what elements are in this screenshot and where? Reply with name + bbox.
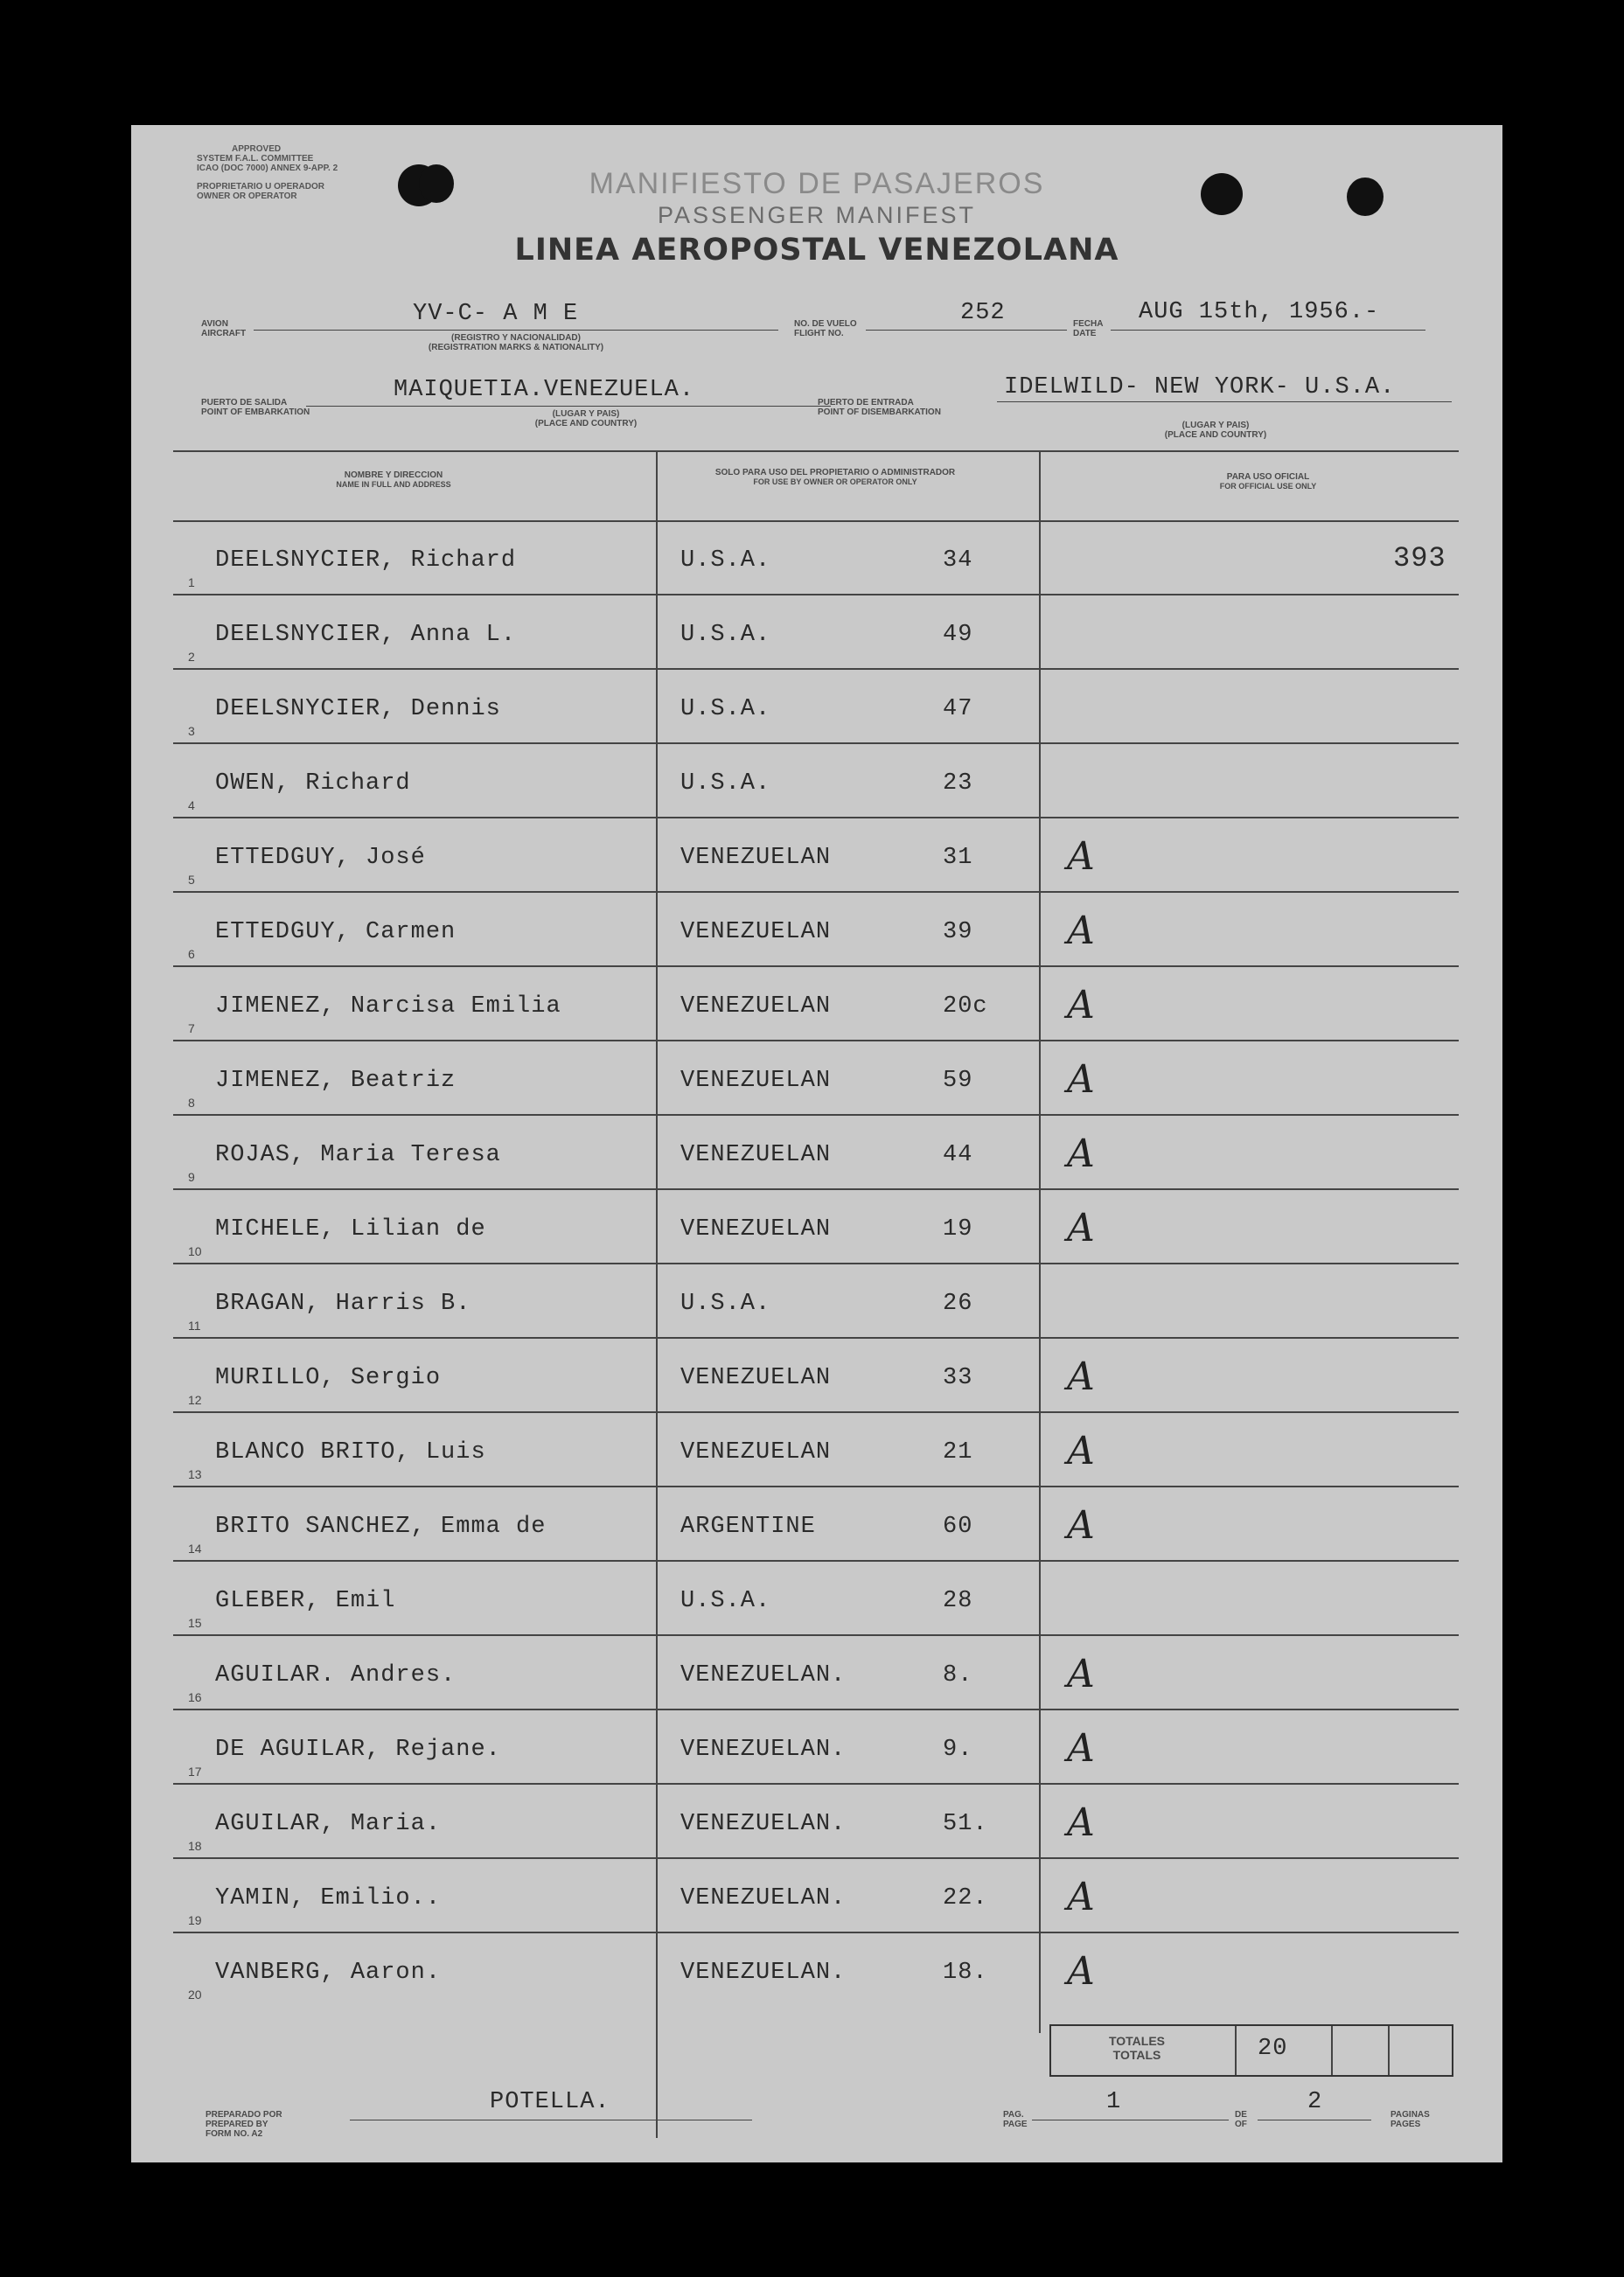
passenger-nationality: U.S.A. xyxy=(680,770,771,797)
col-owner-header: SOLO PARA USO DEL PROPIETARIO O ADMINISTRADOR FOR USE BY OWNER OR OPERATOR ONLY xyxy=(714,468,956,486)
row-number: 2 xyxy=(188,650,195,664)
row-number: 12 xyxy=(188,1393,202,1407)
passenger-nationality: VENEZUELAN xyxy=(680,1216,832,1243)
pages-label: PAGINAS PAGES xyxy=(1391,2110,1430,2129)
page-label: PAG. PAGE xyxy=(1003,2110,1028,2129)
official-mark: A xyxy=(1067,1206,1095,1250)
passenger-name: JIMENEZ, Beatriz xyxy=(215,1068,457,1094)
table-row xyxy=(131,1115,1502,1189)
passenger-nationality: U.S.A. xyxy=(680,1291,771,1317)
row-number: 1 xyxy=(188,575,195,589)
passenger-age: 60 xyxy=(943,1514,973,1540)
official-mark: A xyxy=(1067,1354,1095,1399)
table-row xyxy=(131,743,1502,818)
embark-value: MAIQUETIA.VENEZUELA. xyxy=(394,377,695,403)
row-number: 16 xyxy=(188,1690,202,1704)
passenger-age: 18. xyxy=(943,1960,988,1986)
passenger-nationality: VENEZUELAN. xyxy=(680,1885,847,1911)
col-name-header: NOMBRE Y DIRECCION NAME IN FULL AND ADDRESS xyxy=(336,470,451,489)
table-row xyxy=(131,1338,1502,1412)
committee-text: SYSTEM F.A.L. COMMITTEE xyxy=(197,154,314,164)
disembark-value: IDELWILD- NEW YORK- U.S.A. xyxy=(1004,374,1396,400)
aircraft-label: AVION AIRCRAFT xyxy=(201,319,247,338)
col-official-header: PARA USO OFICIAL FOR OFFICIAL USE ONLY xyxy=(1219,472,1317,491)
passenger-nationality: U.S.A. xyxy=(680,622,771,648)
passenger-age: 31 xyxy=(943,845,973,871)
table-row xyxy=(131,966,1502,1041)
owner-label-en: OWNER OR OPERATOR xyxy=(197,191,297,201)
row-number: 4 xyxy=(188,798,195,812)
passenger-name: BRITO SANCHEZ, Emma de xyxy=(215,1514,547,1540)
passenger-nationality: VENEZUELAN xyxy=(680,1439,832,1466)
row-number: 18 xyxy=(188,1839,202,1853)
official-mark: A xyxy=(1067,909,1095,953)
embark-label: PUERTO DE SALIDA POINT OF EMBARKATION xyxy=(201,398,310,417)
passenger-name: JIMENEZ, Narcisa Emilia xyxy=(215,993,561,1020)
row-number: 5 xyxy=(188,873,195,887)
official-mark: A xyxy=(1067,1652,1095,1696)
official-mark: A xyxy=(1067,1057,1095,1102)
date-underline xyxy=(1111,330,1425,331)
embark-underline xyxy=(306,406,831,407)
date-value: AUG 15th, 1956.- xyxy=(1139,299,1380,325)
row-number: 9 xyxy=(188,1170,195,1184)
airline-name: LINEA AEROPOSTAL VENEZOLANA xyxy=(514,233,1119,268)
table-row xyxy=(131,595,1502,669)
passenger-age: 49 xyxy=(943,622,973,648)
totals-value: 20 xyxy=(1258,2036,1288,2062)
prepared-label: PREPARADO POR PREPARED BY FORM NO. A2 xyxy=(206,2110,282,2139)
page-title-en: PASSENGER MANIFEST xyxy=(657,202,977,228)
aircraft-value: YV-C- A M E xyxy=(413,301,579,327)
official-mark: A xyxy=(1067,834,1095,879)
row-number: 17 xyxy=(188,1765,202,1779)
aircraft-underline xyxy=(254,330,778,331)
passenger-nationality: VENEZUELAN xyxy=(680,993,832,1020)
official-number: 393 xyxy=(1393,542,1446,574)
passenger-name: BLANCO BRITO, Luis xyxy=(215,1439,486,1466)
passenger-age: 19 xyxy=(943,1216,973,1243)
passenger-age: 33 xyxy=(943,1365,973,1391)
passenger-age: 26 xyxy=(943,1291,973,1317)
passenger-nationality: VENEZUELAN xyxy=(680,919,832,945)
passenger-nationality: VENEZUELAN. xyxy=(680,1662,847,1689)
row-number: 10 xyxy=(188,1244,202,1258)
passenger-name: AGUILAR. Andres. xyxy=(215,1662,457,1689)
flight-label: NO. DE VUELO FLIGHT NO. xyxy=(794,319,857,338)
table-row xyxy=(131,1487,1502,1561)
page-title-es: MANIFIESTO DE PASAJEROS xyxy=(589,167,1045,200)
row-number: 13 xyxy=(188,1467,202,1481)
of-value: 2 xyxy=(1307,2089,1323,2115)
row-number: 19 xyxy=(188,1913,202,1927)
approved-text: APPROVED xyxy=(232,144,282,154)
passenger-nationality: VENEZUELAN. xyxy=(680,1811,847,1837)
table-row xyxy=(131,1635,1502,1709)
registration-caption: (REGISTRO Y NACIONALIDAD) (REGISTRATION MARKS & NATIONALITY) xyxy=(428,333,604,352)
official-mark: A xyxy=(1067,1875,1095,1919)
row-number: 8 xyxy=(188,1096,195,1110)
official-mark: A xyxy=(1067,983,1095,1027)
flight-underline xyxy=(866,330,1067,331)
official-mark: A xyxy=(1067,1726,1095,1771)
passenger-nationality: VENEZUELAN. xyxy=(680,1960,847,1986)
passenger-name: BRAGAN, Harris B. xyxy=(215,1291,471,1317)
table-top-border xyxy=(173,450,1459,452)
disembark-label: PUERTO DE ENTRADA POINT OF DISEMBARKATION xyxy=(818,398,941,417)
passenger-name: ETTEDGUY, José xyxy=(215,845,426,871)
passenger-nationality: ARGENTINE xyxy=(680,1514,816,1540)
passenger-name: GLEBER, Emil xyxy=(215,1588,396,1614)
of-label: DE OF xyxy=(1235,2110,1247,2129)
passenger-age: 39 xyxy=(943,919,973,945)
table-row xyxy=(131,1561,1502,1635)
table-row xyxy=(131,1189,1502,1264)
table-row xyxy=(131,1264,1502,1338)
row-number: 6 xyxy=(188,947,195,961)
passenger-name: DEELSNYCIER, Richard xyxy=(215,547,517,574)
page-value: 1 xyxy=(1106,2089,1122,2115)
icao-text: ICAO (DOC 7000) ANNEX 9-APP. 2 xyxy=(197,164,338,173)
passenger-name: DE AGUILAR, Rejane. xyxy=(215,1737,501,1763)
disembark-place-caption: (LUGAR Y PAIS) (PLACE AND COUNTRY) xyxy=(1164,421,1267,440)
passenger-nationality: U.S.A. xyxy=(680,1588,771,1614)
table-row xyxy=(131,1932,1502,2007)
flight-value: 252 xyxy=(960,300,1006,326)
row-number: 20 xyxy=(188,1988,202,2002)
row-number: 15 xyxy=(188,1616,202,1630)
passenger-name: VANBERG, Aaron. xyxy=(215,1960,442,1986)
passenger-age: 22. xyxy=(943,1885,988,1911)
official-mark: A xyxy=(1067,1429,1095,1473)
passenger-age: 47 xyxy=(943,696,973,722)
passenger-nationality: U.S.A. xyxy=(680,547,771,574)
row-number: 11 xyxy=(188,1319,201,1333)
passenger-age: 28 xyxy=(943,1588,973,1614)
passenger-age: 8. xyxy=(943,1662,973,1689)
row-number: 14 xyxy=(188,1542,202,1556)
passenger-name: DEELSNYCIER, Anna L. xyxy=(215,622,517,648)
table-row xyxy=(131,818,1502,892)
passenger-age: 9. xyxy=(943,1737,973,1763)
totals-label: TOTALES TOTALS xyxy=(1108,2034,1166,2062)
table-row xyxy=(131,1412,1502,1487)
passenger-name: AGUILAR, Maria. xyxy=(215,1811,442,1837)
owner-label-es: PROPRIETARIO U OPERADOR xyxy=(197,182,324,191)
passenger-name: MURILLO, Sergio xyxy=(215,1365,442,1391)
table-row xyxy=(131,1041,1502,1115)
passenger-age: 23 xyxy=(943,770,973,797)
passenger-name: OWEN, Richard xyxy=(215,770,411,797)
passenger-nationality: VENEZUELAN xyxy=(680,1068,832,1094)
row-number: 7 xyxy=(188,1021,195,1035)
official-mark: A xyxy=(1067,1949,1095,1994)
row-number: 3 xyxy=(188,724,195,738)
passenger-name: ETTEDGUY, Carmen xyxy=(215,919,457,945)
table-row xyxy=(131,892,1502,966)
passenger-age: 44 xyxy=(943,1142,973,1168)
passenger-nationality: U.S.A. xyxy=(680,696,771,722)
passenger-nationality: VENEZUELAN xyxy=(680,845,832,871)
passenger-nationality: VENEZUELAN xyxy=(680,1142,832,1168)
passenger-nationality: VENEZUELAN. xyxy=(680,1737,847,1763)
passenger-name: MICHELE, Lilian de xyxy=(215,1216,486,1243)
table-row xyxy=(131,1784,1502,1858)
table-row xyxy=(131,1709,1502,1784)
passenger-age: 21 xyxy=(943,1439,973,1466)
passenger-age: 34 xyxy=(943,547,973,574)
official-mark: A xyxy=(1067,1503,1095,1548)
passenger-age: 20c xyxy=(943,993,988,1020)
passenger-age: 59 xyxy=(943,1068,973,1094)
passenger-name: ROJAS, Maria Teresa xyxy=(215,1142,501,1168)
official-mark: A xyxy=(1067,1800,1095,1845)
prepared-value: POTELLA. xyxy=(490,2089,610,2115)
passenger-age: 51. xyxy=(943,1811,988,1837)
disembark-underline xyxy=(997,401,1452,402)
manifest-sheet xyxy=(131,125,1502,2162)
official-mark: A xyxy=(1067,1132,1095,1176)
embark-place-caption: (LUGAR Y PAIS) (PLACE AND COUNTRY) xyxy=(534,409,638,428)
table-row xyxy=(131,1858,1502,1932)
passenger-name: YAMIN, Emilio.. xyxy=(215,1885,442,1911)
date-label: FECHA DATE xyxy=(1073,319,1104,338)
table-row xyxy=(131,669,1502,743)
passenger-name: DEELSNYCIER, Dennis xyxy=(215,696,501,722)
table-row xyxy=(131,520,1502,595)
passenger-nationality: VENEZUELAN xyxy=(680,1365,832,1391)
